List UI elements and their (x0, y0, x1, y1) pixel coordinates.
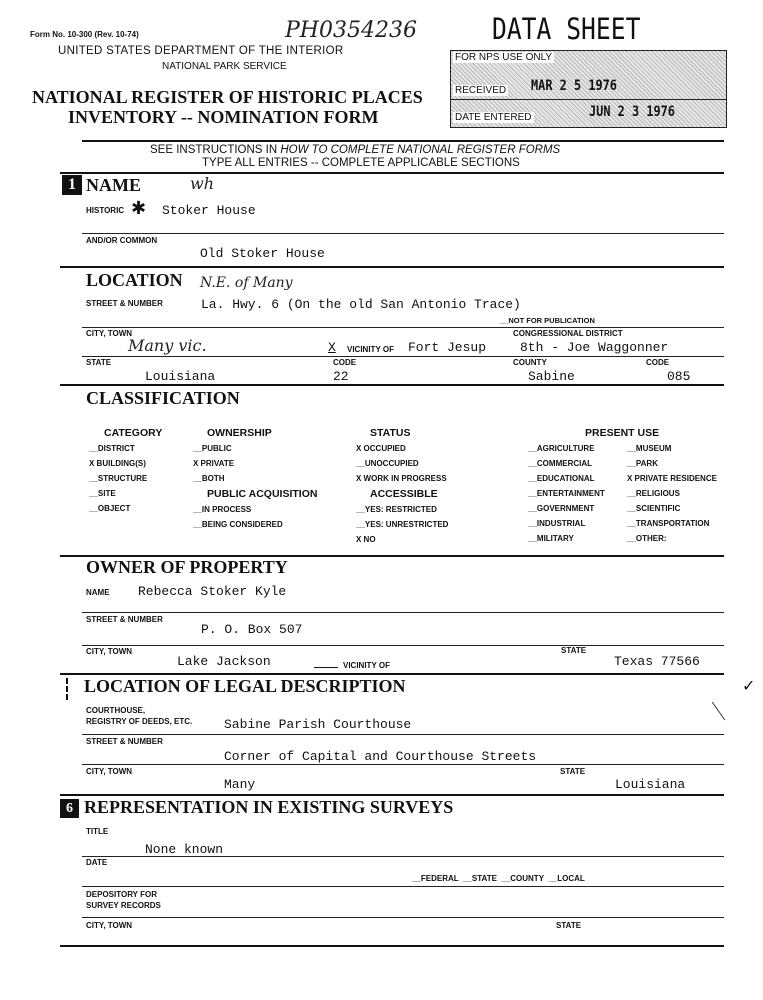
code-value: 22 (333, 369, 349, 384)
header-rule (82, 140, 724, 142)
acquisition-title: PUBLIC ACQUISITION (207, 488, 318, 500)
vicinity-value: Fort Jesup (408, 340, 487, 355)
street-label: STREET & NUMBER (86, 299, 163, 308)
handwritten-id: PH0354236 (285, 18, 417, 43)
classification-option: __OTHER: (627, 534, 667, 543)
code-label: CODE (333, 358, 357, 367)
classification-option: __IN PROCESS (193, 505, 252, 514)
legal-state-label: STATE (560, 767, 586, 776)
owner-street-label: STREET & NUMBER (86, 615, 163, 624)
owner-state-label: STATE (561, 646, 587, 655)
location-hw-note: N.E. of Many (200, 275, 293, 291)
classification-option: __COMMERCIAL (528, 459, 593, 468)
street-value: La. Hwy. 6 (On the old San Antonio Trace) (201, 297, 521, 312)
owner-name-value: Rebecca Stoker Kyle (138, 584, 287, 599)
legal-city-label: CITY, TOWN (86, 767, 133, 776)
owner-city-value: Lake Jackson (177, 654, 271, 669)
nps-use-box (450, 50, 727, 128)
form-title-line2: INVENTORY -- NOMINATION FORM (68, 107, 379, 127)
classification-option: __UNOCCUPIED (356, 459, 419, 468)
classification-option: __MILITARY (528, 534, 574, 543)
legal-city-value: Many (224, 777, 256, 792)
code2-label: CODE (646, 358, 670, 367)
classification-option: X OCCUPIED (356, 444, 406, 453)
section-5-marker (66, 678, 68, 700)
classification-option: __TRANSPORTATION (627, 519, 710, 528)
survey-state-label: STATE (556, 921, 582, 930)
form-number: Form No. 10-300 (Rev. 10-74) (30, 30, 139, 39)
service-name: NATIONAL PARK SERVICE (162, 61, 287, 72)
legal-street-label: STREET & NUMBER (86, 737, 163, 746)
owner-heading: OWNER OF PROPERTY (86, 557, 288, 577)
classification-option: __MUSEUM (627, 444, 672, 453)
classification-option: __YES: UNRESTRICTED (356, 520, 449, 529)
state-label: STATE (86, 358, 112, 367)
historic-name-value: Stoker House (162, 203, 256, 218)
owner-vicinity-label: VICINITY OF (314, 661, 390, 670)
congressional-label: CONGRESSIONAL DISTRICT (513, 329, 623, 338)
name-heading: NAME (86, 175, 141, 195)
classification-option: __SCIENTIFIC (627, 504, 681, 513)
survey-title-value: None known (145, 842, 224, 857)
name-hw-note: wh (190, 174, 214, 193)
status-title: STATUS (370, 427, 411, 439)
classification-option: __PARK (627, 459, 658, 468)
section1-top-rule (60, 172, 724, 174)
date-entered-value: JUN 2 3 1976 (589, 104, 675, 120)
category-title: CATEGORY (104, 427, 163, 439)
classification-option: X PRIVATE (193, 459, 235, 468)
county-label: COUNTY (513, 358, 547, 367)
section-number-6: 6 (60, 799, 79, 818)
legal-street-value: Corner of Capital and Courthouse Streets (224, 749, 537, 764)
owner-name-label: NAME (86, 588, 110, 597)
classification-option: __BEING CONSIDERED (193, 520, 283, 529)
present-use-title: PRESENT USE (585, 427, 660, 439)
data-sheet-title: DATA SHEET (492, 12, 641, 46)
code2-value: 085 (667, 369, 691, 384)
legal-heading: LOCATION OF LEGAL DESCRIPTION (84, 676, 406, 696)
classification-option: __DISTRICT (89, 444, 135, 453)
margin-stroke (712, 702, 725, 721)
classification-option: __SITE (89, 489, 116, 498)
not-for-publication: __NOT FOR PUBLICATION (500, 316, 595, 325)
location-heading: LOCATION (86, 270, 183, 290)
form-title-line1: NATIONAL REGISTER OF HISTORIC PLACES (32, 87, 423, 107)
depository-label-1: DEPOSITORY FOR (86, 890, 157, 899)
instructions-line: SEE INSTRUCTIONS IN HOW TO COMPLETE NATIONAL REGISTER FORMS (150, 144, 561, 156)
classification-option: X NO (356, 535, 376, 544)
classification-option: __YES: RESTRICTED (356, 505, 437, 514)
county-value: Sabine (528, 369, 575, 384)
date-entered-label: DATE ENTERED (455, 112, 532, 123)
classification-option: X BUILDING(S) (89, 459, 146, 468)
common-label: AND/OR COMMON (86, 236, 158, 245)
classification-option: __AGRICULTURE (528, 444, 595, 453)
historic-mark: ✱ (131, 198, 147, 218)
department-name: UNITED STATES DEPARTMENT OF THE INTERIOR (58, 45, 344, 57)
depository-label-2: SURVEY RECORDS (86, 901, 161, 910)
classification-option: X PRIVATE RESIDENCE (627, 474, 717, 483)
survey-date-label: DATE (86, 858, 108, 867)
owner-street-value: P. O. Box 507 (201, 622, 303, 637)
state-value: Louisiana (145, 369, 216, 384)
vicinity-label: VICINITY OF (347, 345, 394, 354)
courthouse-label-1: COURTHOUSE, (86, 706, 146, 715)
owner-state-value: Texas 77566 (614, 654, 700, 669)
classification-option: __EDUCATIONAL (528, 474, 595, 483)
classification-option: __RELIGIOUS (627, 489, 680, 498)
classification-option: __BOTH (193, 474, 225, 483)
common-name-value: Old Stoker House (200, 246, 325, 261)
classification-option: __PUBLIC (193, 444, 232, 453)
survey-heading: REPRESENTATION IN EXISTING SURVEYS (84, 797, 454, 817)
vicinity-mark: X (328, 340, 336, 355)
city-label: CITY, TOWN (86, 329, 133, 338)
ownership-title: OWNERSHIP (207, 427, 272, 439)
survey-city-label: CITY, TOWN (86, 921, 133, 930)
margin-check-mark: ✓ (742, 678, 756, 695)
survey-levels: __FEDERAL __STATE __COUNTY __LOCAL (412, 874, 585, 883)
type-all-line: TYPE ALL ENTRIES -- COMPLETE APPLICABLE SECTIONS (202, 157, 520, 169)
accessible-title: ACCESSIBLE (370, 488, 438, 500)
received-label: RECEIVED (455, 85, 507, 96)
legal-state-value: Louisiana (615, 777, 686, 792)
survey-title-label: TITLE (86, 827, 109, 836)
historic-label: HISTORIC (86, 206, 125, 215)
owner-city-label: CITY, TOWN (86, 647, 133, 656)
classification-option: __GOVERNMENT (528, 504, 595, 513)
congressional-value: 8th - Joe Waggonner (520, 340, 669, 355)
classification-option: __ENTERTAINMENT (528, 489, 605, 498)
classification-option: X WORK IN PROGRESS (356, 474, 447, 483)
classification-heading: CLASSIFICATION (86, 388, 240, 408)
for-nps-label: FOR NPS USE ONLY (455, 52, 553, 63)
classification-option: __OBJECT (89, 504, 131, 513)
courthouse-value: Sabine Parish Courthouse (224, 717, 412, 732)
received-date: MAR 2 5 1976 (531, 78, 617, 94)
classification-option: __STRUCTURE (89, 474, 148, 483)
section-number-1: 1 (62, 175, 82, 195)
courthouse-label-2: REGISTRY OF DEEDS, ETC. (86, 717, 193, 726)
city-hw-value: Many vic. (128, 336, 207, 355)
classification-option: __INDUSTRIAL (528, 519, 586, 528)
